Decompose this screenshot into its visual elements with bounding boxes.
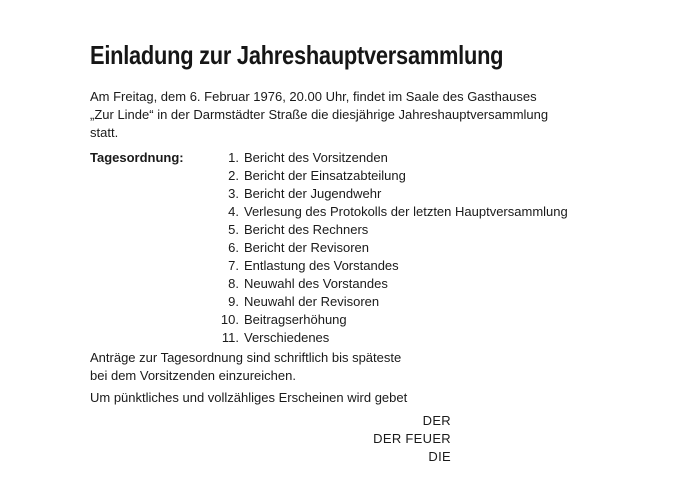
agenda-item [212, 185, 568, 203]
agenda-item [212, 329, 568, 347]
agenda-item-text: Bericht der Einsatzabteilung [244, 168, 406, 183]
closing-line: Anträge zur Tagesordnung sind schriftlich bis späteste [90, 350, 402, 365]
agenda-item-number: 7. [228, 258, 239, 273]
agenda-item-number: 10. [220, 312, 239, 327]
agenda-item [212, 275, 568, 293]
agenda-label: Tagesordnung: [90, 150, 184, 165]
agenda-item [212, 221, 568, 239]
agenda-item [212, 257, 568, 275]
agenda-item [212, 293, 568, 311]
agenda-item [212, 239, 568, 257]
agenda-item [212, 311, 568, 329]
intro-line: statt. [90, 125, 119, 140]
agenda-item [212, 149, 568, 167]
agenda-item-number: 1. [228, 150, 239, 165]
agenda-item-number: 2. [228, 168, 239, 183]
signature-line: DER [422, 413, 451, 428]
agenda-item-text: Bericht des Vorsitzenden [244, 150, 388, 165]
agenda-item-text: Neuwahl des Vorstandes [244, 276, 388, 291]
agenda-item-text: Verschiedenes [244, 330, 330, 345]
agenda-item-text: Neuwahl der Revisoren [244, 294, 380, 309]
agenda-item-number: 9. [228, 294, 239, 309]
intro-line: Am Freitag, dem 6. Februar 1976, 20.00 Uhr, findet im Saale des Gasthauses [90, 89, 537, 104]
agenda-item-text: Bericht des Rechners [244, 222, 369, 237]
agenda-item-number: 11. [221, 330, 239, 345]
agenda-item [212, 203, 568, 221]
agenda-item-text: Beitragserhöhung [244, 312, 347, 327]
signature-line: DER FEUER [373, 431, 451, 446]
agenda-item-text: Entlastung des Vorstandes [244, 258, 399, 273]
signature-block [373, 412, 451, 466]
agenda-item-number: 6. [228, 240, 239, 255]
agenda-item-number: 4. [228, 204, 239, 219]
closing-line: bei dem Vorsitzenden einzureichen. [90, 368, 296, 383]
intro-line: „Zur Linde“ in der Darmstädter Straße die diesjährige Jahreshauptversammlung [90, 107, 549, 122]
agenda-item-number: 8. [228, 276, 239, 291]
intro-paragraph [90, 88, 620, 142]
signature-line: DIE [428, 449, 451, 464]
agenda-item-text: Bericht der Revisoren [244, 240, 369, 255]
closing-line: Um pünktliches und vollzähliges Erscheinen wird gebet [90, 390, 408, 405]
agenda-item-number: 3. [228, 186, 239, 201]
document-title: Einladung zur Jahreshauptversammlung [90, 40, 504, 70]
agenda-item [212, 167, 568, 185]
agenda-item-number: 5. [228, 222, 239, 237]
agenda-list [212, 149, 568, 347]
agenda-item-text: Bericht der Jugendwehr [244, 186, 382, 201]
agenda-item-text: Verlesung des Protokolls der letzten Hauptversammlung [244, 204, 568, 219]
closing-paragraph [90, 349, 407, 407]
